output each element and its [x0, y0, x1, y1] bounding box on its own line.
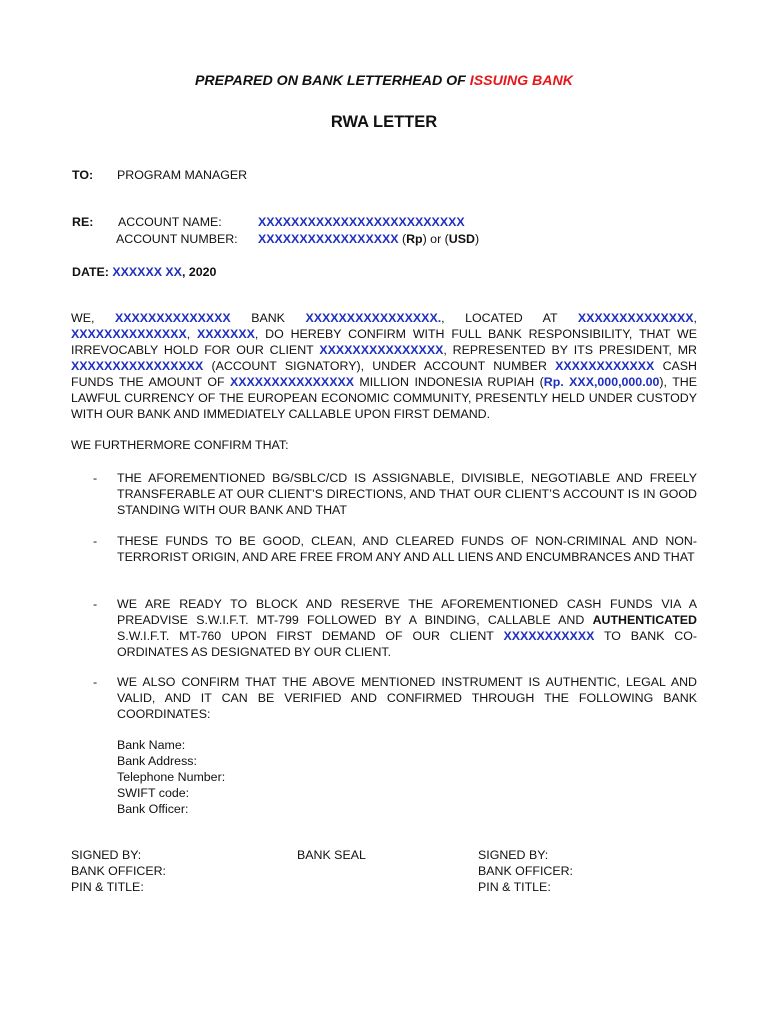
letterhead-note	[0, 73, 768, 89]
account-name-value: XXXXXXXXXXXXXXXXXXXXXXXXX	[258, 215, 465, 229]
placeholder: XXXXXXXXXXXXXXX	[319, 343, 444, 357]
bank-officer-label: BANK OFFICER:	[478, 864, 574, 878]
placeholder: XXXXXXXXXXXXXXX	[230, 375, 354, 389]
signed-by-label: SIGNED BY:	[71, 848, 142, 862]
bullet-dash: -	[93, 534, 98, 548]
confirmation-paragraph: WE, XXXXXXXXXXXXXX BANK XXXXXXXXXXXXXXXX., LOCATED AT XXXXXXXXXXXXXX, XXXXXXXXXXXXXX, XXXXXXX, DO HEREBY CONFIRM WITH FULL BANK RESPONSIBILITY, THAT WE IRREVOCABLY HOLD FOR OUR CLIENT XXXXXXXXXXXXXXX, REPRESENTED BY ITS PRESIDENT, MR XXXXXXXXXXXXXXXX (ACCOUNT SIGNATORY), UNDER ACCOUNT NUMBER XXXXXXXXXXXX CASH FUNDS THE AMOUNT OF XXXXXXXXXXXXXXX MILLION INDONESIA RUPIAH (Rp. XXX,000,000.00), THE LAWFUL CURRENCY OF THE EUROPEAN ECONOMIC COMMUNITY, PRESENTLY HELD UNDER CUSTODY WITH OUR BANK AND IMMEDIATELY CALLABLE UPON FIRST DEMAND.	[71, 311, 697, 421]
bullet-swift: WE ARE READY TO BLOCK AND RESERVE THE AFOREMENTIONED CASH FUNDS VIA A PREADVISE S.W.I.F.T. MT-799 FOLLOWED BY A BINDING, CALLABLE AND AUTHENTICATED S.W.I.F.T. MT-760 UPON FIRST DEMAND OF OUR CLIENT XXXXXXXXXXX TO BANK CO-ORDINATES AS DESIGNATED BY OUR CLIENT.	[117, 597, 697, 659]
bank-address-label: Bank Address:	[117, 754, 197, 768]
pin-title-label: PIN & TITLE:	[478, 880, 551, 894]
placeholder: XXXXXXX	[197, 327, 255, 341]
to-label: TO:	[72, 168, 94, 182]
bank-officer-label: Bank Officer:	[117, 802, 189, 816]
date-year: , 2020	[181, 265, 217, 279]
bullet-dash: -	[93, 597, 98, 611]
client-placeholder: XXXXXXXXXXX	[503, 629, 595, 643]
placeholder: XXXXXXXXXXXXXX	[71, 327, 187, 341]
bullet-assignable: THE AFOREMENTIONED BG/SBLC/CD IS ASSIGNABLE, DIVISIBLE, NEGOTIABLE AND FREELY TRANSFERABLE AT OUR CLIENT’S DIRECTIONS, AND THAT OUR CLIENT’S ACCOUNT IS IN GOOD STANDING WITH OUR BANK AND THAT	[117, 471, 697, 517]
bank-coordinates	[117, 737, 225, 817]
telephone-label: Telephone Number:	[117, 770, 226, 784]
document-title: RWA LETTER	[330, 113, 438, 131]
placeholder: XXXXXXXXXXXXXX	[114, 311, 231, 325]
account-number-line: XXXXXXXXXXXXXXXXX (Rp) or (USD)	[258, 232, 480, 246]
bullet-clean-funds: THESE FUNDS TO BE GOOD, CLEAN, AND CLEARED FUNDS OF NON-CRIMINAL AND NON-TERRORIST ORIGIN, AND ARE FREE FROM ANY AND ALL LIENS AND ENCUMBRANCES AND THAT	[117, 534, 697, 564]
currency-rp: Rp	[406, 232, 423, 246]
amount-placeholder: Rp. XXX,000,000.00	[543, 375, 660, 389]
authenticated-bold: AUTHENTICATED	[592, 613, 697, 627]
date-label: DATE:	[72, 265, 113, 279]
account-number-value: XXXXXXXXXXXXXXXXX	[258, 232, 399, 246]
bank-name-label: Bank Name:	[117, 738, 186, 752]
bank-seal-label: BANK SEAL	[297, 848, 366, 862]
pin-title-label: PIN & TITLE:	[71, 880, 144, 894]
bullet-authentic: WE ALSO CONFIRM THAT THE ABOVE MENTIONED INSTRUMENT IS AUTHENTIC, LEGAL AND VALID, AND IT CAN BE VERIFIED AND CONFIRMED THROUGH THE FOLLOWING BANK COORDINATES:	[117, 675, 697, 721]
account-number-label: ACCOUNT NUMBER:	[116, 232, 238, 246]
placeholder: XXXXXXXXXXXXXXXX.	[305, 311, 442, 325]
confirm-intro: WE FURTHERMORE CONFIRM THAT:	[71, 438, 289, 452]
signed-by-label: SIGNED BY:	[478, 848, 549, 862]
date-value: XXXXXX XX	[112, 265, 182, 279]
to-value: PROGRAM MANAGER	[117, 168, 248, 182]
placeholder: XXXXXXXXXXXXXXXX	[71, 359, 204, 373]
date-line	[72, 264, 216, 280]
placeholder: XXXXXXXXXXXX	[555, 359, 655, 373]
bank-officer-label: BANK OFFICER:	[71, 864, 167, 878]
bullet-dash: -	[93, 471, 98, 485]
currency-usd: USD	[448, 232, 475, 246]
letterhead-issuing-bank: ISSUING BANK	[469, 73, 574, 89]
swift-code-label: SWIFT code:	[117, 786, 190, 800]
bank-seal-block	[297, 847, 366, 863]
placeholder: XXXXXXXXXXXXXX	[577, 311, 694, 325]
bullet-dash: -	[93, 675, 98, 689]
signature-block-right	[478, 847, 573, 895]
signature-block-left	[71, 847, 166, 895]
letterhead-prefix: PREPARED ON BANK LETTERHEAD OF	[194, 73, 470, 89]
re-label: RE:	[72, 215, 94, 229]
account-name-label: ACCOUNT NAME:	[118, 215, 222, 229]
